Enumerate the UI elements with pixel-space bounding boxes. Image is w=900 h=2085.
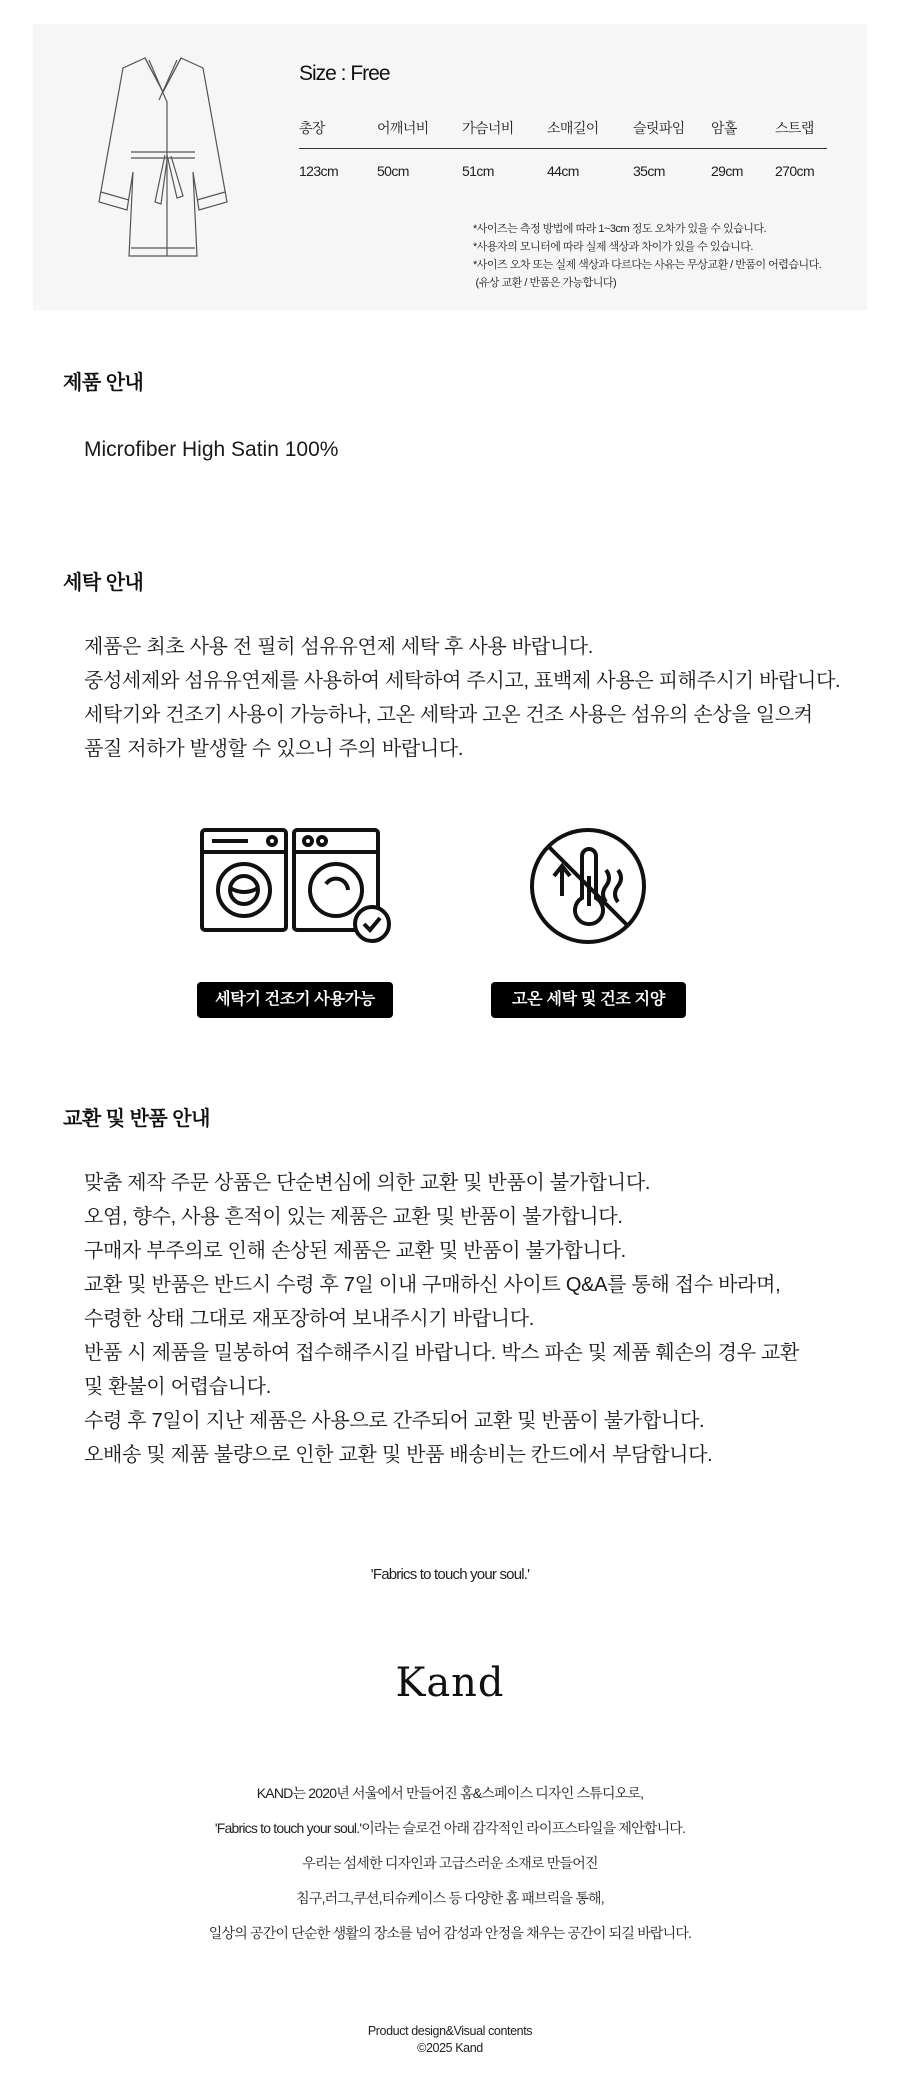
credits-line: Product design&Visual contents [367,2024,533,2038]
text-line: 구매자 부주의로 인해 손상된 제품은 교환 및 반품이 불가합니다. [84,1240,626,1262]
brand-tagline: 'Fabrics to touch your soul.' [370,1566,530,1583]
header-cell: 암홀 [711,120,737,136]
text-line: 맞춤 제작 주문 상품은 단순변심에 의한 교환 및 반품이 불가합니다. [84,1172,651,1194]
text-line: 및 환불이 어렵습니다. [84,1376,271,1398]
washer-dryer-badge: 세탁기 건조기 사용가능 [197,982,393,1018]
exchange-title: 교환 및 반품 안내 [63,1108,210,1130]
copyright: ©2025 Kand [417,2041,483,2055]
header-cell: 소매길이 [547,120,599,136]
material-text: Microfiber High Satin 100% [84,438,339,461]
size-notes [473,220,821,292]
about-line: 'Fabrics to touch your soul.'이라는 슬로건 아래 감각적인 라이프스타일을 제안합니다. [214,1820,686,1836]
text-line: 반품 시 제품을 밀봉하여 접수해주시길 바랍니다. 박스 파손 및 제품 훼손의 경우 교환 [84,1342,800,1364]
washer-dryer-icon [198,826,398,946]
value-cell: 44cm [547,163,579,179]
size-table [299,118,827,179]
about-line: 일상의 공간이 단순한 생활의 장소를 넘어 감성과 안정을 채우는 공간이 되길 바랍니다. [208,1925,692,1941]
size-table-header [299,118,827,149]
brand-about [0,1776,900,1951]
value-cell: 50cm [377,163,409,179]
exchange-text [84,1166,799,1472]
washing-text [84,630,840,766]
note-line: *사용자의 모니터에 따라 실제 색상과 차이가 있을 수 있습니다. [473,241,753,253]
text-line: 세탁기와 건조기 사용이 가능하나, 고온 세탁과 고온 건조 사용은 섬유의 손상을 일으켜 [84,704,813,726]
header-cell: 슬릿파임 [633,120,685,136]
value-cell: 270cm [775,163,815,179]
product-info-title: 제품 안내 [63,372,144,394]
no-high-temp-badge: 고온 세탁 및 건조 지양 [491,982,686,1018]
value-cell: 29cm [711,163,743,179]
note-line: (유상 교환 / 반품은 가능합니다) [473,277,617,289]
washing-title: 세탁 안내 [63,572,144,594]
value-cell: 123cm [299,163,339,179]
text-line: 교환 및 반품은 반드시 수령 후 7일 이내 구매하신 사이트 Q&A를 통해 접수 바라며, [84,1274,781,1296]
about-line: KAND는 2020년 서울에서 만들어진 홈&스페이스 디자인 스튜디오로, [256,1785,644,1801]
text-line: 오염, 향수, 사용 흔적이 있는 제품은 교환 및 반품이 불가합니다. [84,1206,623,1228]
about-line: 침구,러그,쿠션,티슈케이스 등 다양한 홈 패브릭을 통해, [296,1890,604,1906]
text-line: 제품은 최초 사용 전 필히 섬유유연제 세탁 후 사용 바랍니다. [84,636,594,658]
value-cell: 35cm [633,163,665,179]
value-cell: 51cm [462,163,494,179]
header-cell: 가슴너비 [462,120,514,136]
note-line: *사이즈 오차 또는 실제 색상과 다르다는 사유는 무상교환 / 반품이 어렵습니다. [473,259,822,271]
text-line: 품질 저하가 발생할 수 있으니 주의 바랍니다. [84,738,464,760]
size-table-values [299,149,827,179]
text-line: 오배송 및 제품 불량으로 인한 교환 및 반품 배송비는 칸드에서 부담합니다. [84,1444,713,1466]
note-line: *사이즈는 측정 방법에 따라 1~3cm 정도 오차가 있을 수 있습니다. [473,223,767,235]
size-title: Size : Free [299,62,390,85]
no-high-temperature-icon [528,826,648,946]
header-cell: 총장 [299,120,325,136]
robe-illustration [93,52,233,262]
header-cell: 스트랩 [775,120,814,136]
text-line: 수령 후 7일이 지난 제품은 사용으로 간주되어 교환 및 반품이 불가합니다. [84,1410,705,1432]
text-line: 중성세제와 섬유유연제를 사용하여 세탁하여 주시고, 표백제 사용은 피해주시기 바랍니다. [84,670,841,692]
text-line: 수령한 상태 그대로 재포장하여 보내주시기 바랍니다. [84,1308,534,1330]
brand-logo: Kand [395,1660,505,1706]
credits [0,2023,900,2057]
about-line: 우리는 섬세한 디자인과 고급스러운 소재로 만들어진 [302,1855,598,1871]
header-cell: 어깨너비 [377,120,429,136]
size-chart-panel [33,24,867,310]
